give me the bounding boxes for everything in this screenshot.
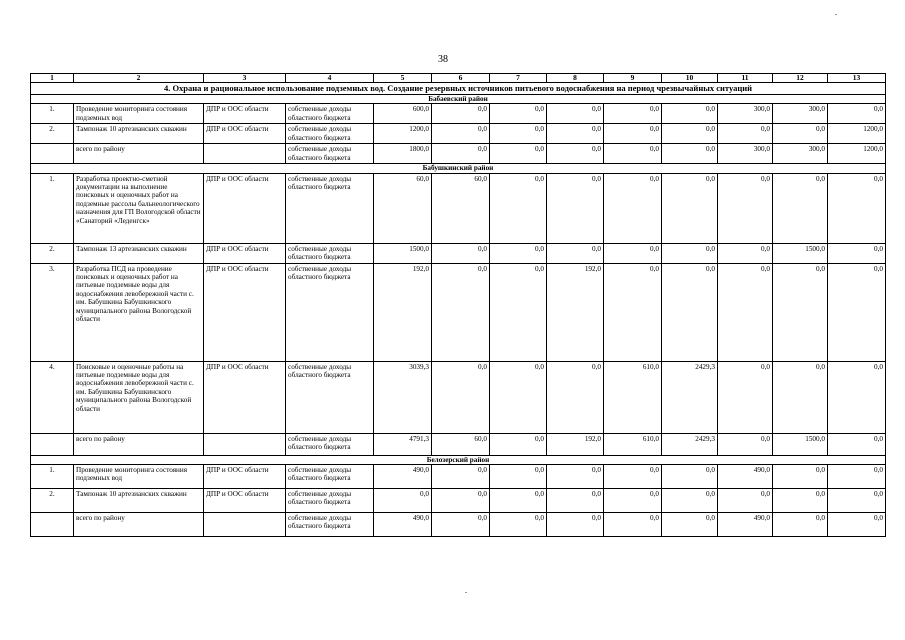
row-number: 2. [31,124,74,144]
header-cell: 13 [828,74,886,83]
amount-cell: 2429,3 [662,361,718,433]
amount-cell: 0,0 [662,173,718,243]
amount-cell: 0,0 [490,104,547,124]
amount-cell: 4791,3 [374,433,432,455]
amount-cell: 0,0 [432,489,490,513]
amount-cell: 0,0 [490,433,547,455]
row-number [31,433,74,455]
amount-cell: 300,0 [773,144,828,164]
amount-cell: 0,0 [718,489,773,513]
amount-cell: 0,0 [662,104,718,124]
table-row [31,489,886,513]
amount-cell: 0,0 [773,361,828,433]
row-number [31,144,74,164]
amount-cell: 300,0 [718,144,773,164]
amount-cell: 0,0 [432,361,490,433]
header-cell: 3 [204,74,286,83]
amount-cell: 0,0 [604,104,662,124]
amount-cell: 0,0 [718,433,773,455]
district-row [31,94,886,103]
header-cell: 5 [374,74,432,83]
executor: ДПР и ООС области [204,465,286,489]
amount-cell: 0,0 [374,489,432,513]
amount-cell: 610,0 [604,361,662,433]
amount-cell: 0,0 [604,513,662,537]
amount-cell: 300,0 [773,104,828,124]
amount-cell: 1500,0 [374,243,432,263]
amount-cell: 1200,0 [828,144,886,164]
amount-cell: 0,0 [490,465,547,489]
funding-source: собственные доходы областного бюджета [286,243,374,263]
activity-name: Проведение мониторинга состояния подземных вод [74,465,204,489]
amount-cell: 600,0 [374,104,432,124]
header-cell: 10 [662,74,718,83]
funding-source: собственные доходы областного бюджета [286,124,374,144]
funding-source: собственные доходы областного бюджета [286,263,374,361]
amount-cell: 0,0 [432,465,490,489]
row-number: 3. [31,263,74,361]
section-title: 4. Охрана и рациональное использование подземных вод. Создание резервных источников питьевого водоснабжения на период чрезвычайных ситуаций [31,83,886,94]
row-number: 1. [31,173,74,243]
amount-cell: 0,0 [773,263,828,361]
amount-cell: 0,0 [662,263,718,361]
amount-cell: 0,0 [604,489,662,513]
executor: ДПР и ООС области [204,263,286,361]
activity-name: всего по району [74,144,204,164]
amount-cell: 0,0 [547,513,604,537]
row-number: 2. [31,243,74,263]
header-cell: 11 [718,74,773,83]
amount-cell: 0,0 [547,465,604,489]
activity-name: Разработка ПСД на проведение поисковых и оценочных работ на питьевые подземные воды для водоснабжения левобережной части с. им. Бабушкина Бабушкинского муниципального района Вологодской области [74,263,204,361]
amount-cell: 60,0 [374,173,432,243]
funding-source: собственные доходы областного бюджета [286,513,374,537]
amount-cell: 300,0 [718,104,773,124]
table-row [31,465,886,489]
funding-source: собственные доходы областного бюджета [286,104,374,124]
executor [204,433,286,455]
amount-cell: 0,0 [604,263,662,361]
table-row [31,104,886,124]
amount-cell: 0,0 [828,433,886,455]
table-row [31,173,886,243]
amount-cell: 1200,0 [374,124,432,144]
amount-cell: 0,0 [718,263,773,361]
scan-mark [465,592,467,593]
amount-cell: 1200,0 [828,124,886,144]
scan-mark [835,14,837,15]
amount-cell: 0,0 [662,489,718,513]
amount-cell: 0,0 [547,489,604,513]
amount-cell: 0,0 [490,263,547,361]
executor: ДПР и ООС области [204,104,286,124]
amount-cell: 0,0 [490,173,547,243]
header-cell: 2 [74,74,204,83]
amount-cell: 490,0 [374,513,432,537]
budget-table [30,73,886,537]
amount-cell: 0,0 [718,243,773,263]
amount-cell: 0,0 [547,173,604,243]
amount-cell: 0,0 [662,513,718,537]
amount-cell: 2429,3 [662,433,718,455]
row-number: 1. [31,465,74,489]
amount-cell: 0,0 [432,144,490,164]
activity-name: Поисковые и оценочные работы на питьевые подземные воды для водоснабжения левобережной части с. им. Бабушкина Бабушкинского муниципального района Вологодской области [74,361,204,433]
amount-cell: 0,0 [718,173,773,243]
activity-name: Тампонаж 10 артезианских скважин [74,489,204,513]
header-cell: 9 [604,74,662,83]
header-row [31,74,886,83]
amount-cell: 1800,0 [374,144,432,164]
amount-cell: 0,0 [432,104,490,124]
amount-cell: 192,0 [374,263,432,361]
amount-cell: 192,0 [547,263,604,361]
amount-cell: 0,0 [828,104,886,124]
amount-cell: 0,0 [828,489,886,513]
amount-cell: 0,0 [490,144,547,164]
activity-name: Тампонаж 10 артезианских скважин [74,124,204,144]
header-cell: 12 [773,74,828,83]
amount-cell: 0,0 [718,361,773,433]
funding-source: собственные доходы областного бюджета [286,361,374,433]
amount-cell: 3039,3 [374,361,432,433]
amount-cell: 0,0 [547,104,604,124]
activity-name: Проведение мониторинга состояния подземных вод [74,104,204,124]
activity-name: Тампонаж 13 артезианских скважин [74,243,204,263]
amount-cell: 0,0 [490,489,547,513]
district-name: Бабаевский район [31,94,886,103]
row-number [31,513,74,537]
amount-cell: 0,0 [432,513,490,537]
amount-cell: 0,0 [773,489,828,513]
amount-cell: 0,0 [490,513,547,537]
amount-cell: 0,0 [547,144,604,164]
funding-source: собственные доходы областного бюджета [286,489,374,513]
amount-cell: 0,0 [662,124,718,144]
amount-cell: 0,0 [604,465,662,489]
amount-cell: 0,0 [490,243,547,263]
row-number: 1. [31,104,74,124]
funding-source: собственные доходы областного бюджета [286,433,374,455]
funding-source: собственные доходы областного бюджета [286,144,374,164]
executor: ДПР и ООС области [204,489,286,513]
amount-cell: 0,0 [773,124,828,144]
amount-cell: 0,0 [547,243,604,263]
amount-cell: 490,0 [374,465,432,489]
table-row [31,263,886,361]
activity-name: всего по району [74,513,204,537]
table-row [31,144,886,164]
page-number: 38 [438,54,448,65]
executor: ДПР и ООС области [204,124,286,144]
header-cell: 4 [286,74,374,83]
executor [204,513,286,537]
executor: ДПР и ООС области [204,361,286,433]
funding-source: собственные доходы областного бюджета [286,465,374,489]
amount-cell: 0,0 [490,361,547,433]
amount-cell: 1500,0 [773,243,828,263]
table-row [31,433,886,455]
amount-cell: 0,0 [662,243,718,263]
header-cell: 6 [432,74,490,83]
amount-cell: 0,0 [773,513,828,537]
amount-cell: 0,0 [432,243,490,263]
header-cell: 7 [490,74,547,83]
row-number: 2. [31,489,74,513]
funding-source: собственные доходы областного бюджета [286,173,374,243]
amount-cell: 0,0 [828,513,886,537]
amount-cell: 0,0 [432,263,490,361]
amount-cell: 0,0 [773,465,828,489]
district-name: Белозерский район [31,455,886,464]
amount-cell: 610,0 [604,433,662,455]
amount-cell: 0,0 [490,124,547,144]
executor: ДПР и ООС области [204,173,286,243]
executor: ДПР и ООС области [204,243,286,263]
amount-cell: 0,0 [718,124,773,144]
table-row [31,124,886,144]
header-cell: 8 [547,74,604,83]
section-title-row [31,83,886,94]
amount-cell: 0,0 [773,173,828,243]
activity-name: всего по району [74,433,204,455]
amount-cell: 0,0 [828,361,886,433]
amount-cell: 60,0 [432,173,490,243]
amount-cell: 60,0 [432,433,490,455]
amount-cell: 0,0 [547,124,604,144]
table-row [31,243,886,263]
table-row [31,513,886,537]
amount-cell: 0,0 [604,243,662,263]
amount-cell: 192,0 [547,433,604,455]
district-row [31,164,886,173]
amount-cell: 0,0 [662,144,718,164]
executor [204,144,286,164]
header-cell: 1 [31,74,74,83]
activity-name: Разработка проектно-сметной документации на выполнение поисковых и оценочных работ на подземные рассолы бальнеологического назначения для ГП Вологодской области «Санаторий «Леденгск» [74,173,204,243]
amount-cell: 0,0 [828,263,886,361]
table-row [31,361,886,433]
amount-cell: 0,0 [662,465,718,489]
amount-cell: 0,0 [828,243,886,263]
amount-cell: 0,0 [828,465,886,489]
amount-cell: 0,0 [604,173,662,243]
amount-cell: 0,0 [604,124,662,144]
amount-cell: 1500,0 [773,433,828,455]
amount-cell: 0,0 [547,361,604,433]
row-number: 4. [31,361,74,433]
district-name: Бабушкинский район [31,164,886,173]
amount-cell: 0,0 [828,173,886,243]
amount-cell: 0,0 [604,144,662,164]
amount-cell: 0,0 [432,124,490,144]
amount-cell: 490,0 [718,513,773,537]
amount-cell: 490,0 [718,465,773,489]
district-row [31,455,886,464]
